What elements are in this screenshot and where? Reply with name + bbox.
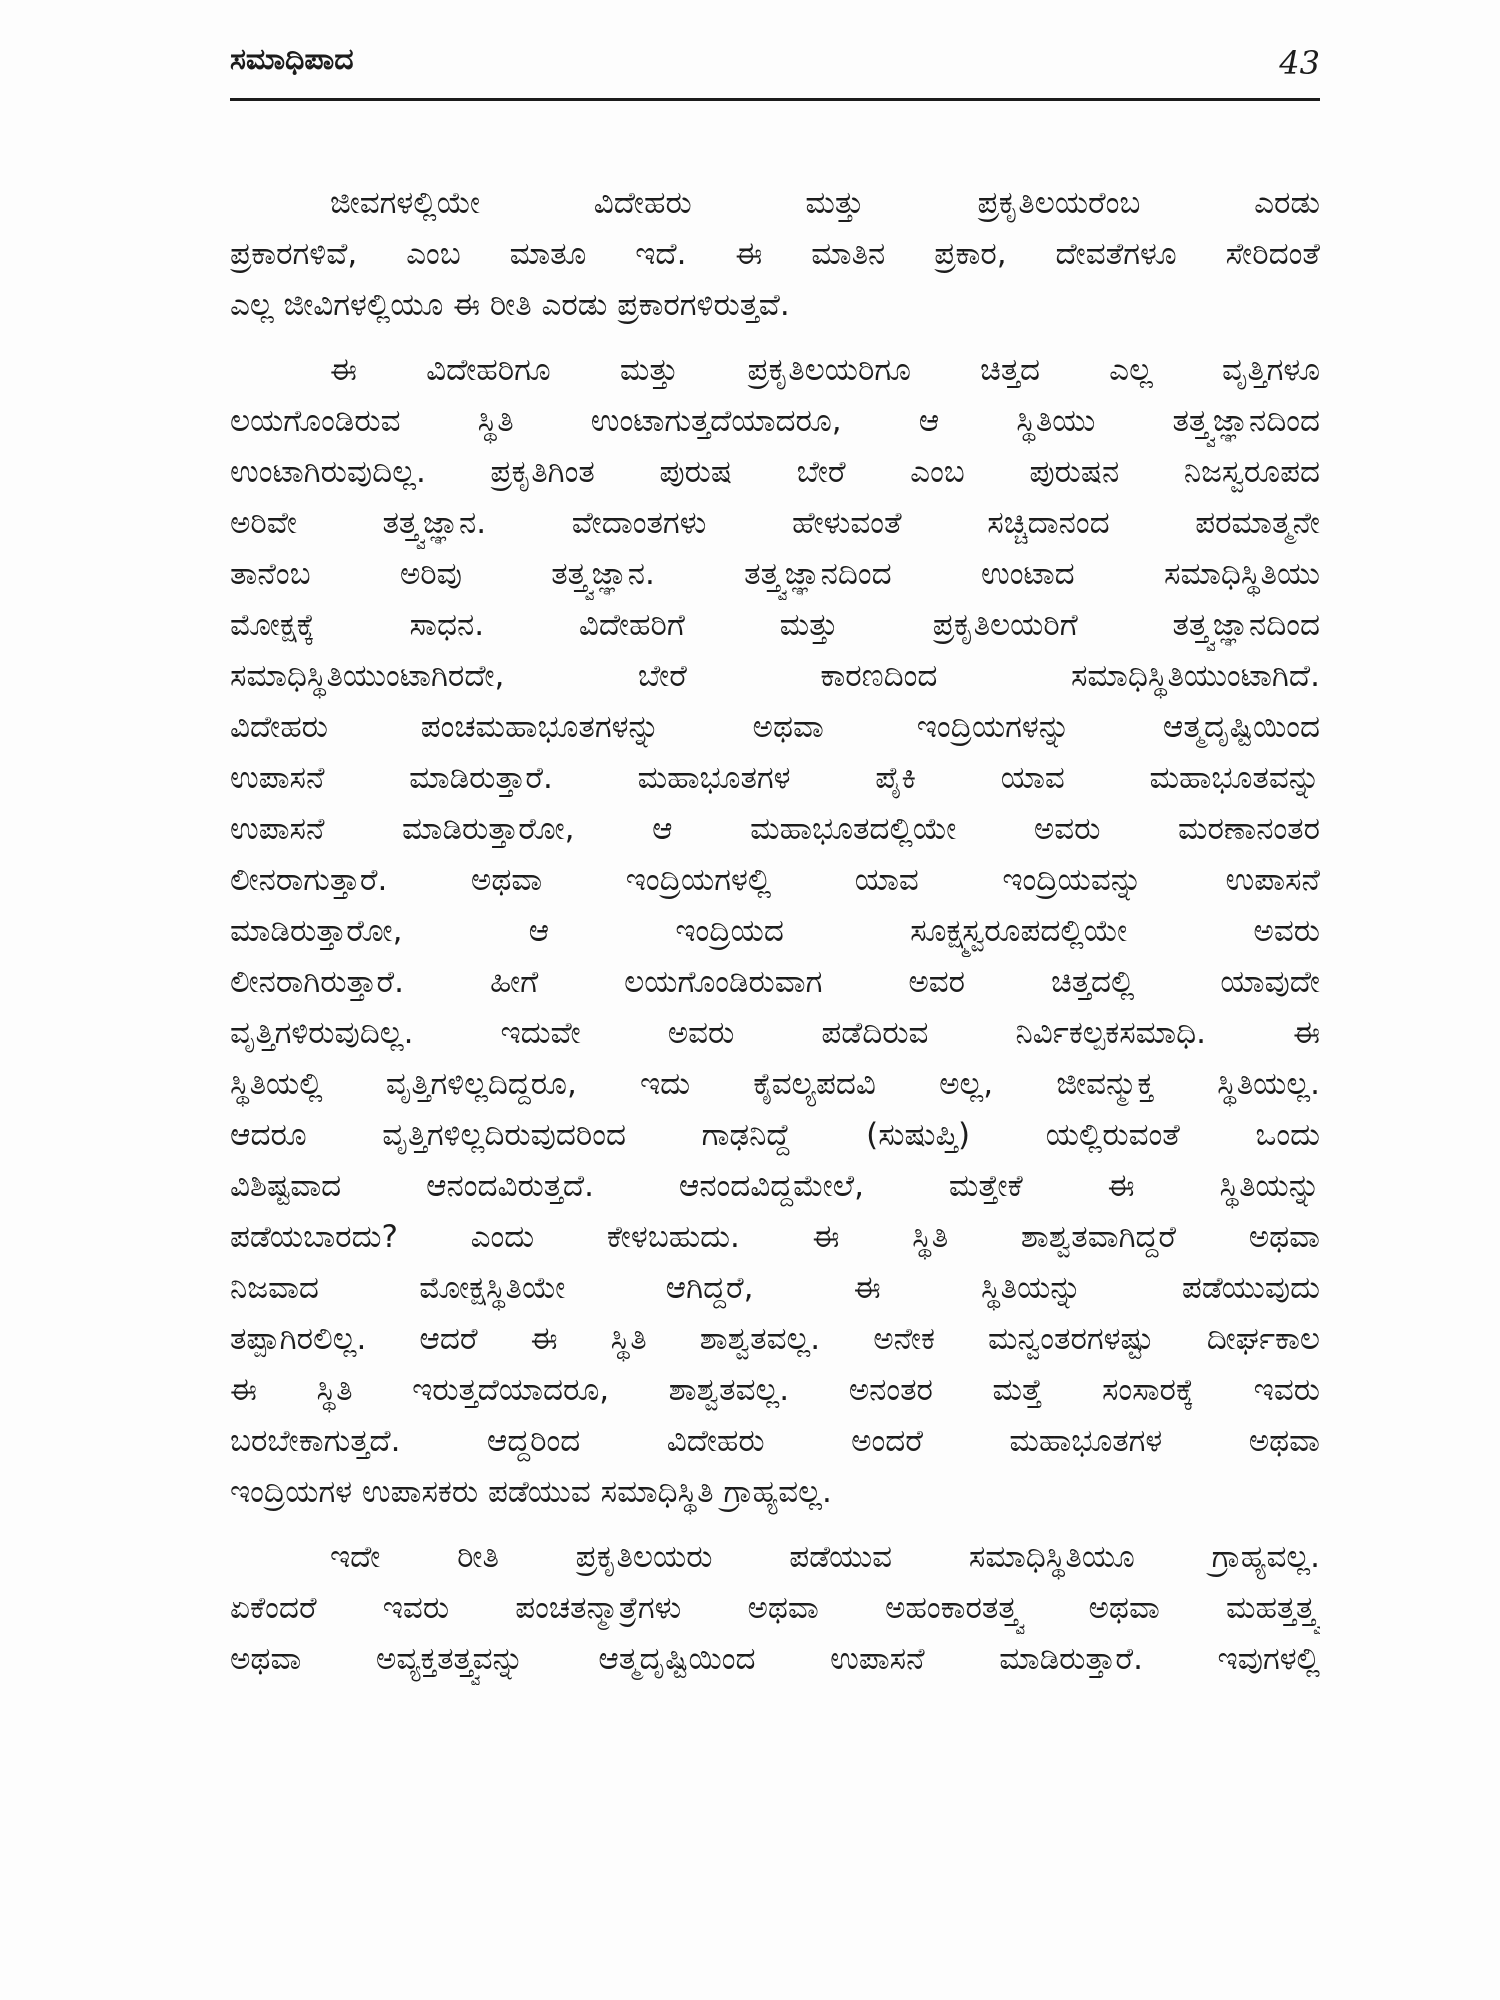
text-line: ಉಪಾಸನೆ ಮಾಡಿರುತ್ತಾರೆ. ಮಹಾಭೂತಗಳ ಪೈಕಿ ಯಾವ ಮಹಾಭೂತವನ್ನು [230,760,1320,796]
page-number: 43 [1279,44,1320,82]
text-line: ಮೋಕ್ಷಕ್ಕೆ ಸಾಧನ. ವಿದೇಹರಿಗೆ ಮತ್ತು ಪ್ರಕೃತಿಲಯರಿಗೆ ತತ್ತ್ವಜ್ಞಾನದಿಂದ [230,607,1320,643]
text-line: ಎಲ್ಲ ಜೀವಿಗಳಲ್ಲಿಯೂ ಈ ರೀತಿ ಎರಡು ಪ್ರಕಾರಗಳಿರುತ್ತವೆ. [230,287,790,323]
text-line: ವೃತ್ತಿಗಳಿರುವುದಿಲ್ಲ. ಇದುವೇ ಅವರು ಪಡೆದಿರುವ ನಿರ್ವಿಕಲ್ಪಕಸಮಾಧಿ. ಈ [230,1015,1320,1051]
text-line: ತಾನೆಂಬ ಅರಿವು ತತ್ತ್ವಜ್ಞಾನ. ತತ್ತ್ವಜ್ಞಾನದಿಂದ ಉಂಟಾದ ಸಮಾಧಿಸ್ಥಿತಿಯು [230,556,1320,592]
running-header [230,42,1320,92]
paragraph-2 [230,345,1320,1518]
chapter-title: ಸಮಾಧಿಪಾದ [230,42,354,77]
text-line: ಲಯಗೊಂಡಿರುವ ಸ್ಥಿತಿ ಉಂಟಾಗುತ್ತದೆಯಾದರೂ, ಆ ಸ್ಥಿತಿಯು ತತ್ತ್ವಜ್ಞಾನದಿಂದ [230,403,1320,439]
text-line: ತಪ್ಪಾಗಿರಲಿಲ್ಲ. ಆದರೆ ಈ ಸ್ಥಿತಿ ಶಾಶ್ವತವಲ್ಲ. ಅನೇಕ ಮನ್ವಂತರಗಳಷ್ಟು ದೀರ್ಘಕಾಲ [230,1321,1320,1357]
paragraph-1 [230,178,1320,331]
text-line: ಪಡೆಯಬಾರದು? ಎಂದು ಕೇಳಬಹುದು. ಈ ಸ್ಥಿತಿ ಶಾಶ್ವತವಾಗಿದ್ದರೆ ಅಥವಾ [230,1219,1320,1255]
text-line: ನಿಜವಾದ ಮೋಕ್ಷಸ್ಥಿತಿಯೇ ಆಗಿದ್ದರೆ, ಈ ಸ್ಥಿತಿಯನ್ನು ಪಡೆಯುವುದು [230,1270,1320,1306]
text-line: ಇಂದ್ರಿಯಗಳ ಉಪಾಸಕರು ಪಡೆಯುವ ಸಮಾಧಿಸ್ಥಿತಿ ಗ್ರಾಹ್ಯವಲ್ಲ. [230,1474,832,1510]
text-line: ಲೀನರಾಗಿರುತ್ತಾರೆ. ಹೀಗೆ ಲಯಗೊಂಡಿರುವಾಗ ಅವರ ಚಿತ್ತದಲ್ಲಿ ಯಾವುದೇ [230,964,1320,1000]
paragraph-3 [230,1532,1320,1685]
text-line: ಉಂಟಾಗಿರುವುದಿಲ್ಲ. ಪ್ರಕೃತಿಗಿಂತ ಪುರುಷ ಬೇರೆ ಎಂಬ ಪುರುಷನ ನಿಜಸ್ವರೂಪದ [230,454,1320,490]
text-line: ಆದರೂ ವೃತ್ತಿಗಳಿಲ್ಲದಿರುವುದರಿಂದ ಗಾಢನಿದ್ದೆ (ಸುಷುಪ್ತಿ) ಯಲ್ಲಿರುವಂತೆ ಒಂದು [230,1117,1320,1153]
text-line: ಲೀನರಾಗುತ್ತಾರೆ. ಅಥವಾ ಇಂದ್ರಿಯಗಳಲ್ಲಿ ಯಾವ ಇಂದ್ರಿಯವನ್ನು ಉಪಾಸನೆ [230,862,1320,898]
text-line: ಈ ಸ್ಥಿತಿ ಇರುತ್ತದೆಯಾದರೂ, ಶಾಶ್ವತವಲ್ಲ. ಅನಂತರ ಮತ್ತೆ ಸಂಸಾರಕ್ಕೆ ಇವರು [230,1372,1320,1408]
text-line: ಅಥವಾ ಅವ್ಯಕ್ತತತ್ತ್ವವನ್ನು ಆತ್ಮದೃಷ್ಟಿಯಿಂದ ಉಪಾಸನೆ ಮಾಡಿರುತ್ತಾರೆ. ಇವುಗಳಲ್ಲಿ [230,1641,1320,1677]
text-line: ಮಾಡಿರುತ್ತಾರೋ, ಆ ಇಂದ್ರಿಯದ ಸೂಕ್ಷ್ಮಸ್ವರೂಪದಲ್ಲಿಯೇ ಅವರು [230,913,1320,949]
text-line: ಈ ವಿದೇಹರಿಗೂ ಮತ್ತು ಪ್ರಕೃತಿಲಯರಿಗೂ ಚಿತ್ತದ ಎಲ್ಲ ವೃತ್ತಿಗಳೂ [330,352,1320,388]
text-line: ಸಮಾಧಿಸ್ಥಿತಿಯುಂಟಾಗಿರದೇ, ಬೇರೆ ಕಾರಣದಿಂದ ಸಮಾಧಿಸ್ಥಿತಿಯುಂಟಾಗಿದೆ. [230,658,1320,694]
body-text [230,178,1320,1699]
text-line: ಅರಿವೇ ತತ್ತ್ವಜ್ಞಾನ. ವೇದಾಂತಗಳು ಹೇಳುವಂತೆ ಸಚ್ಚಿದಾನಂದ ಪರಮಾತ್ಮನೇ [230,505,1320,541]
text-line: ಜೀವಗಳಲ್ಲಿಯೇ ವಿದೇಹರು ಮತ್ತು ಪ್ರಕೃತಿಲಯರೆಂಬ ಎರಡು [330,185,1320,221]
text-line: ಸ್ಥಿತಿಯಲ್ಲಿ ವೃತ್ತಿಗಳಿಲ್ಲದಿದ್ದರೂ, ಇದು ಕೈವಲ್ಯಪದವಿ ಅಲ್ಲ, ಜೀವನ್ಮುಕ್ತ ಸ್ಥಿತಿಯಲ್ಲ. [230,1066,1320,1102]
text-line: ಬರಬೇಕಾಗುತ್ತದೆ. ಆದ್ದರಿಂದ ವಿದೇಹರು ಅಂದರೆ ಮಹಾಭೂತಗಳ ಅಥವಾ [230,1423,1320,1459]
text-line: ವಿದೇಹರು ಪಂಚಮಹಾಭೂತಗಳನ್ನು ಅಥವಾ ಇಂದ್ರಿಯಗಳನ್ನು ಆತ್ಮದೃಷ್ಟಿಯಿಂದ [230,709,1320,745]
text-line: ಇದೇ ರೀತಿ ಪ್ರಕೃತಿಲಯರು ಪಡೆಯುವ ಸಮಾಧಿಸ್ಥಿತಿಯೂ ಗ್ರಾಹ್ಯವಲ್ಲ. [330,1539,1320,1575]
text-line: ಏಕೆಂದರೆ ಇವರು ಪಂಚತನ್ಮಾತ್ರೆಗಳು ಅಥವಾ ಅಹಂಕಾರತತ್ತ್ವ ಅಥವಾ ಮಹತ್ತತ್ತ್ವ [230,1590,1320,1626]
text-line: ಪ್ರಕಾರಗಳಿವೆ, ಎಂಬ ಮಾತೂ ಇದೆ. ಈ ಮಾತಿನ ಪ್ರಕಾರ, ದೇವತೆಗಳೂ ಸೇರಿದಂತೆ [230,236,1320,272]
text-line: ವಿಶಿಷ್ಟವಾದ ಆನಂದವಿರುತ್ತದೆ. ಆನಂದವಿದ್ದಮೇಲೆ, ಮತ್ತೇಕೆ ಈ ಸ್ಥಿತಿಯನ್ನು [230,1168,1320,1204]
text-line: ಉಪಾಸನೆ ಮಾಡಿರುತ್ತಾರೋ, ಆ ಮಹಾಭೂತದಲ್ಲಿಯೇ ಅವರು ಮರಣಾನಂತರ [230,811,1320,847]
header-rule [230,98,1320,101]
